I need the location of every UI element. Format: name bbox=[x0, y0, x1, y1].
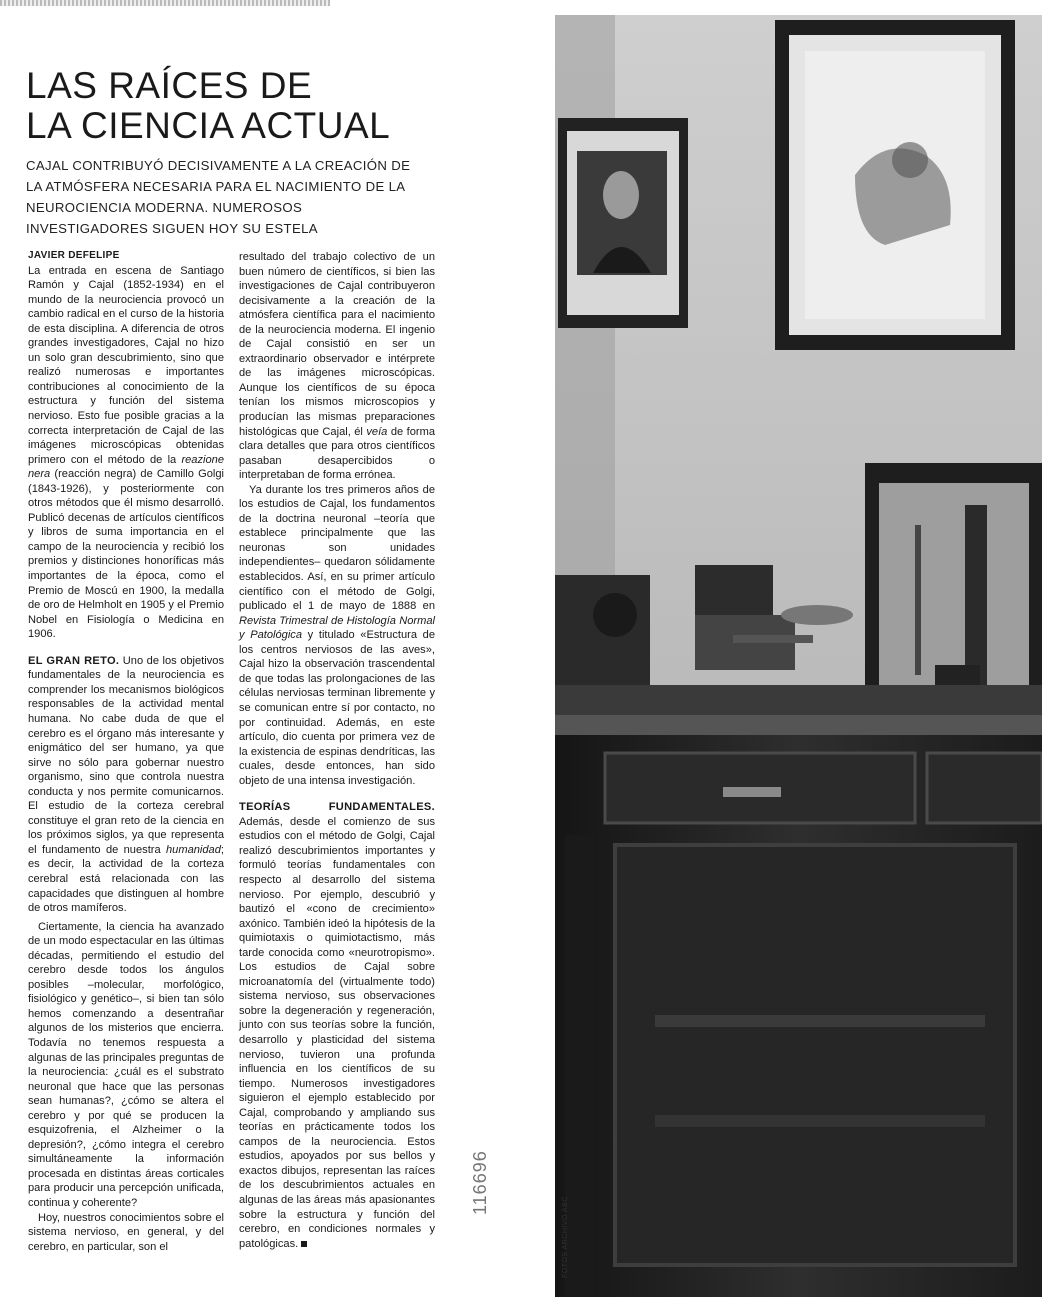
paragraph: Ciertamente, la ciencia ha avanzado de un modo espectacular en las últimas décadas, permitiendo el estudio del cerebro desde todos los ángulos posibles –molecular, morfológico, fisiológico y genético–, si bien tan sólo hemos comenzando a desentrañar algunos de los misterios que encierra. Todavía no tenemos respuesta a algunas de las principales preguntas de la neurociencia: ¿cuál es el substrato neuronal que hace que las personas sean humanas?, ¿cómo se altera el cerebro y por qué se producen la esquizofrenia, el Alzheimer o la depresión?, ¿cómo integra el cerebro simultáneamente la información procesada en distintas áreas corticales para producir una percepción unificada, continua y coherente? bbox=[28, 920, 224, 1209]
headline-line-2: LA CIENCIA ACTUAL bbox=[26, 105, 391, 146]
text-run: Uno de los objetivos fundamentales de la neurociencia es comprender los mecanismos biológicos responsables de la actividad mental humana. No cabe duda de que el cerebro es el órgano más interesante y enigmático del ser humano, ya que sirve no sólo para gobernar nuestro organismo, sino que controla nuestra conducta y nos permite comunicarnos. El estudio de la corteza cerebral constituye el gran reto de la ciencia en los próximos siglos, ya que representa el fundamento de nuestra bbox=[28, 654, 224, 856]
paragraph bbox=[239, 250, 435, 483]
large-framed-print bbox=[775, 20, 1015, 350]
paragraph: Hoy, nuestros conocimientos sobre el sistema nervioso, en general, y del cerebro, en particular, son el bbox=[28, 1211, 224, 1253]
section-lead: EL GRAN RETO. bbox=[28, 654, 120, 667]
paragraph bbox=[28, 264, 224, 642]
photo-credit: FOTOS ARCHIVO ABC bbox=[562, 1196, 569, 1278]
headline-line-1: LAS RAÍCES DE bbox=[26, 65, 313, 106]
text-run: de forma clara detalles que para otros científicos pasaban desapercibidos o interpretaban de forma errónea. bbox=[239, 425, 435, 482]
text-run: La entrada en escena de Santiago Ramón y Cajal (1852-1934) en el mundo de la neurociencia provocó un cambio radical en el curso de la historia de esta disciplina. A diferencia de otros grandes investigadores, Cajal no hizo un solo gran descubrimiento, sino que realizó numerosas e importantes contribuciones al conocimiento de la estructura y función del sistema nervioso. Esto fue posible gracias a la correcta interpretación de Cajal de las imágenes microscópicas obtenidas primero con el método de la bbox=[28, 264, 224, 466]
page-folio: 116696 bbox=[470, 1150, 490, 1215]
article-column-1 bbox=[28, 249, 224, 1254]
italic-term: Revista Trimestral de Histología Normal y Patológica bbox=[239, 614, 435, 642]
italic-term: veía bbox=[366, 425, 388, 438]
paragraph bbox=[28, 654, 224, 916]
paragraph bbox=[239, 483, 435, 788]
text-run: Además, desde el comienzo de sus estudios con el método de Golgi, Cajal realizó descubrimientos importantes y formuló teorías fundamentales con respecto al desarrollo del sistema nervioso. Por ejemplo, descubrió y bautizó el «cono de crecimiento» axónico. También ideó la hipótesis de la quimiotaxis o quimiotactismo, más tarde conocida como «neurotropismo». Los estudios de Cajal sobre microanatomía del (virtualmente todo) sistema nervioso, sus observaciones sobre la degeneración y regeneración, junto con sus teorías sobre la función, desarrollo y plasticidad del sistema nervioso, tuvieron una profunda influencia en los científicos de su tiempo. Numerosos investigadores siguieron el ejemplo establecido por Cajal, comprobando y ampliando sus teorías en prácticamente todos los campos de la neurociencia. Estos estudios, apoyados por sus bellos y exactos dibujos, representan las raíces de los descubrimientos actuales en algunas de las áreas más apasionantes sobre la estructura y función del cerebro, en condiciones normales y patológicas. bbox=[239, 815, 435, 1250]
italic-term: humanidad bbox=[166, 843, 221, 856]
text-run: resultado del trabajo colectivo de un buen número de científicos, si bien las investigaciones de Cajal contribuyeron decisivamente a la creación de la atmósfera científica para el nacimiento de la neurociencia moderna. El ingenio de Cajal consistió en ser un extraordinario observador e intérprete de las imágenes microscópicas. Aunque los científicos de su época tenían los mismos microscopios y producían las mismas preparaciones histológicas que Cajal, él bbox=[239, 251, 435, 438]
text-run: ; es decir, la actividad de la corteza cerebral está relacionada con las capacidades que distinguen al hombre de otros mamíferos. bbox=[28, 843, 224, 915]
photo-cajal-study bbox=[555, 15, 1042, 1297]
writing-desk bbox=[555, 685, 1042, 1297]
top-edge-strip bbox=[0, 0, 330, 6]
end-of-article-mark bbox=[301, 1241, 307, 1247]
deck-subtitle: CAJAL CONTRIBUYÓ DECISIVAMENTE A LA CREACIÓN DE LA ATMÓSFERA NECESARIA PARA EL NACIMIENTO DE LA NEUROCIENCIA MODERNA. NUMEROSOS INVESTIGADORES SIGUEN HOY SU ESTELA bbox=[26, 158, 411, 236]
text-run: y titulado «Estructura de los centros nerviosos de las aves», Cajal hizo la observación trascendental de que todas las prolongaciones de las células nerviosas terminan libremente y se comunican entre sí por contacto, no por continuidad. Además, en este artículo, dio cuenta por primera vez de la existencia de espinas dendríticas, las cuales, desde entonces, han sido objeto de una intensa investigación. bbox=[239, 629, 436, 787]
article-column-2 bbox=[239, 250, 435, 1251]
text-run: Ya durante los tres primeros años de los estudios de Cajal, los fundamentos de la doctrina neuronal –teoría que establece principalmente que las neuronas son unidades independientes– quedaron sólidamente establecidos. Así, en su primer artículo científico con el método de Golgi, publicado el 1 de mayo de 1888 en bbox=[239, 483, 435, 613]
paragraph bbox=[239, 800, 435, 1251]
small-portrait-frame bbox=[558, 118, 688, 328]
byline: JAVIER DEFELIPE bbox=[28, 250, 120, 261]
italic-term: reazione nera bbox=[28, 453, 224, 481]
headline bbox=[26, 66, 390, 146]
text-run: (reacción negra) de Camillo Golgi (1843-1926), y posteriormente con otros métodos que él mismo desarrolló. Publicó decenas de artículos científicos y libros de suma importancia en el campo de la neurociencia y recibió los premios y distinciones honoríficas más importantes de la época, como el Premio de Moscú en 1900, la medalla de oro de Helmholt en 1905 y el Premio Nobel en Fisiología o Medicina en 1906. bbox=[28, 468, 224, 641]
section-lead: TEORÍAS FUNDAMENTALES. bbox=[239, 801, 435, 814]
